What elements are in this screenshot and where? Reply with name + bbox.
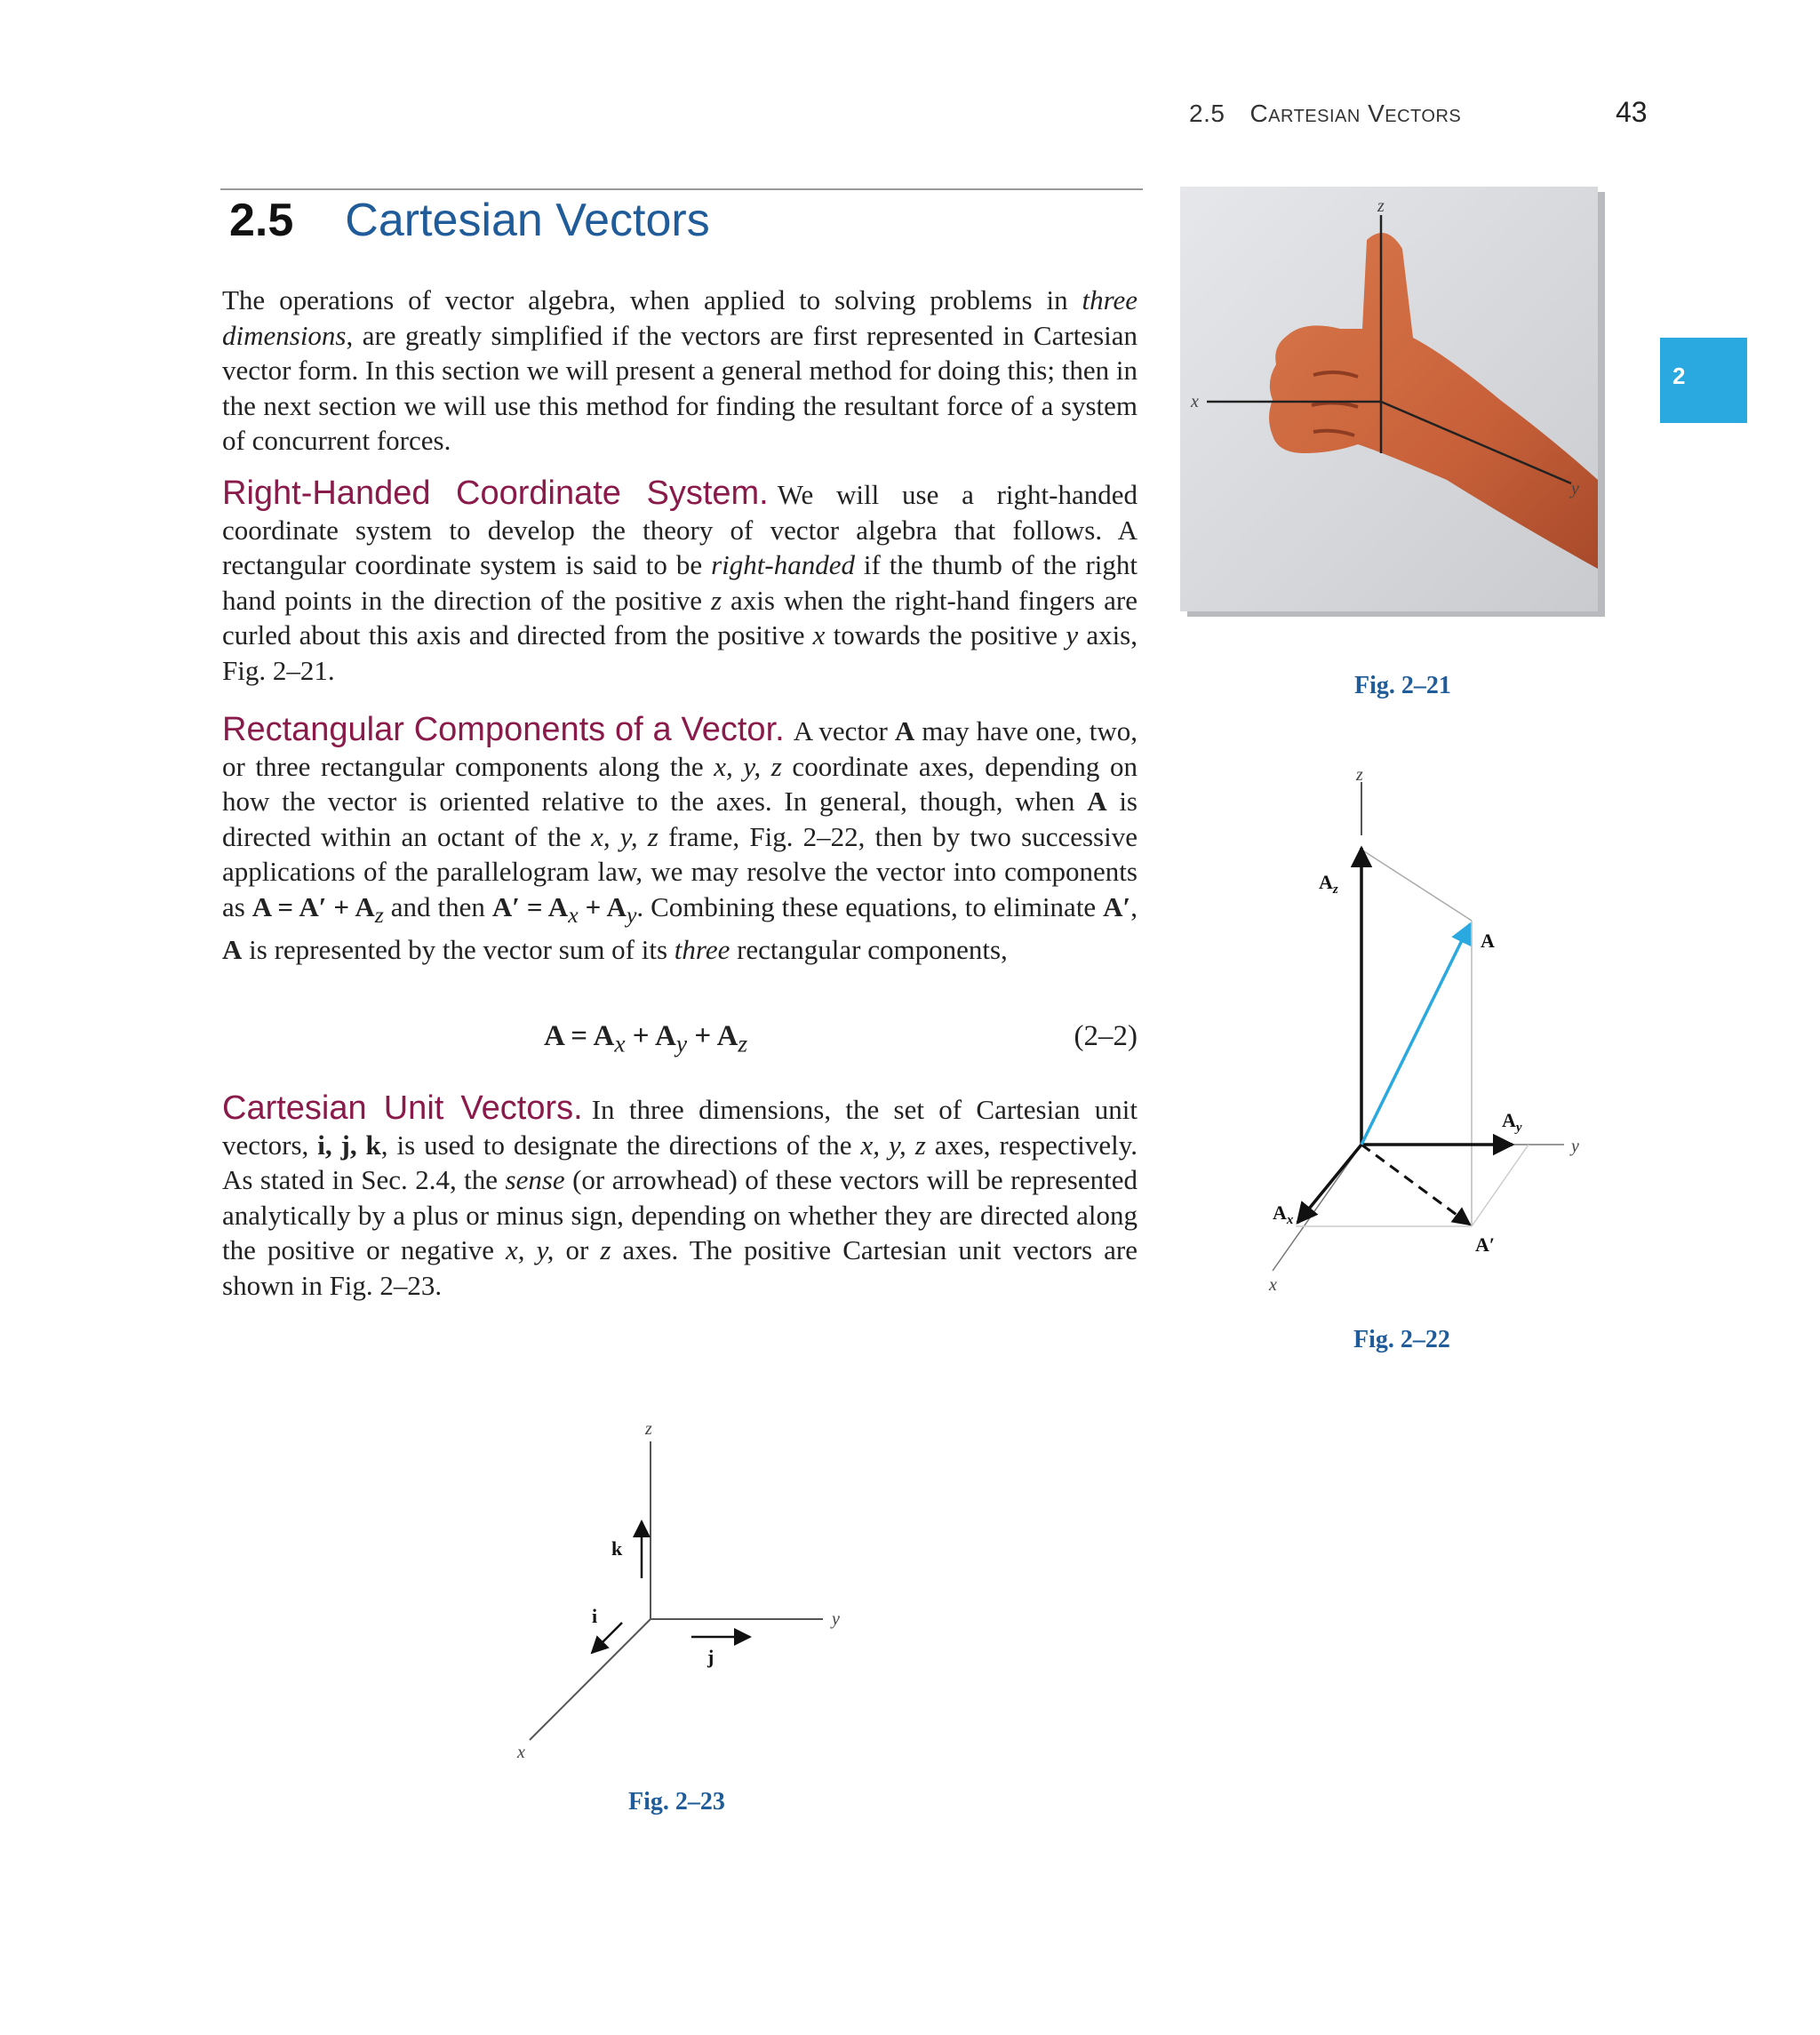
fig22-y-label: y <box>1571 1137 1579 1156</box>
fig22-Aprime-vector <box>1361 1145 1470 1225</box>
rectangular-components-paragraph: Rectangular Components of a Vector. A vector A may have one, two, or three rectangular components along the x, y, z coordinate axes, depending on how the vector is oriented relative to the axes. In general, though, when A is directed within an octant of the x, y, z frame, Fig. 2–22, then by two successive applications of the parallelogram law, we may resolve the vector into components as $A = A' + A_z$ and then $A' = A_x + A_y$. Combining these equations, to eliminate A′, A is represented by the vector sum of its three rectangular components, <box>222 711 1138 966</box>
chapter-tab-label: 2 <box>1672 363 1686 389</box>
fig23-i-vector <box>592 1623 622 1653</box>
fig-2-21-photo <box>1180 187 1610 622</box>
fig23-j-label: j <box>707 1646 714 1668</box>
fig22-Aprime-label: A′ <box>1475 1233 1496 1256</box>
fig-2-22-caption: Fig. 2–22 <box>1353 1326 1450 1353</box>
fig22-construction-line-1 <box>1361 850 1472 921</box>
equation-body: $A = A_x + A_y + A_z$ <box>544 1020 748 1057</box>
fig23-k-label: k <box>611 1537 623 1560</box>
equation-number: (2–2) <box>1074 1020 1138 1052</box>
section-title: Cartesian Vectors <box>345 195 710 246</box>
unit-vectors-heading: Cartesian Unit Vectors. <box>222 1089 583 1127</box>
fig-2-21-caption: Fig. 2–21 <box>1354 672 1451 699</box>
fig22-Ay-label: $A_y$ <box>1502 1109 1522 1135</box>
fig22-x-label: x <box>1269 1275 1277 1295</box>
fig23-z-label: z <box>645 1419 652 1439</box>
fig21-x-label: x <box>1191 392 1199 411</box>
chapter-tab <box>1660 338 1747 423</box>
fig22-Az-label: $A_z$ <box>1319 871 1338 897</box>
rectangular-components-heading: Rectangular Components of a Vector. <box>222 711 785 748</box>
section-number: 2.5 <box>229 195 294 246</box>
section-top-rule <box>220 188 1143 190</box>
fig22-A-label: A <box>1481 930 1495 952</box>
page-number: 43 <box>1616 96 1648 128</box>
running-head-section-title: Cartesian Vectors <box>1249 100 1462 127</box>
fig23-i-label: i <box>592 1605 598 1627</box>
fig21-y-label: y <box>1571 479 1579 499</box>
running-head-section-number: 2.5 <box>1189 100 1225 127</box>
fig-2-23-caption: Fig. 2–23 <box>628 1788 725 1816</box>
right-handed-heading: Right-Handed Coordinate System. <box>222 475 769 512</box>
fig22-Ax-vector <box>1297 1145 1361 1223</box>
fig23-y-label: y <box>832 1609 840 1629</box>
intro-paragraph: The operations of vector algebra, when applied to solving problems in three dimensions, are greatly simplified if the vectors are first represented in Cartesian vector form. In this section we will present a general method for doing this; then in the next section we will use this method for finding the resultant force of a system of concurrent forces. <box>222 284 1138 456</box>
fig22-A-vector <box>1361 924 1470 1145</box>
fig22-z-label: z <box>1356 765 1363 785</box>
running-head <box>1189 100 1461 128</box>
unit-vectors-paragraph: Cartesian Unit Vectors. In three dimensions, the set of Cartesian unit vectors, i, j, k, is used to designate the directions of the x, y, z axes, respectively. As stated in Sec. 2.4, the sense (or arrowhead) of these vectors will be represented analytically by a plus or minus sign, depending on whether they are directed along the positive or negative x, y, or z axes. The positive Cartesian unit vectors are shown in Fig. 2–23. <box>222 1089 1138 1301</box>
section-heading <box>229 194 710 247</box>
fig23-x-label: x <box>517 1743 525 1762</box>
fig22-Ax-label: $A_x$ <box>1273 1201 1294 1227</box>
fig22-construction-line-4 <box>1472 1145 1529 1226</box>
right-handed-paragraph: Right-Handed Coordinate System. We will use a right-handed coordinate system to develop the theory of vector algebra that follows. A rectangular coordinate system is said to be right-handed if the thumb of the right hand points in the direction of the positive z axis when the right-hand fingers are curled about this axis and directed from the positive x towards the positive y axis, Fig. 2–21. <box>222 475 1138 686</box>
fig-2-22-diagram <box>1209 764 1600 1297</box>
fig-2-23-diagram <box>498 1409 871 1774</box>
fig23-x-axis <box>530 1619 651 1740</box>
fig21-z-label: z <box>1377 196 1385 216</box>
